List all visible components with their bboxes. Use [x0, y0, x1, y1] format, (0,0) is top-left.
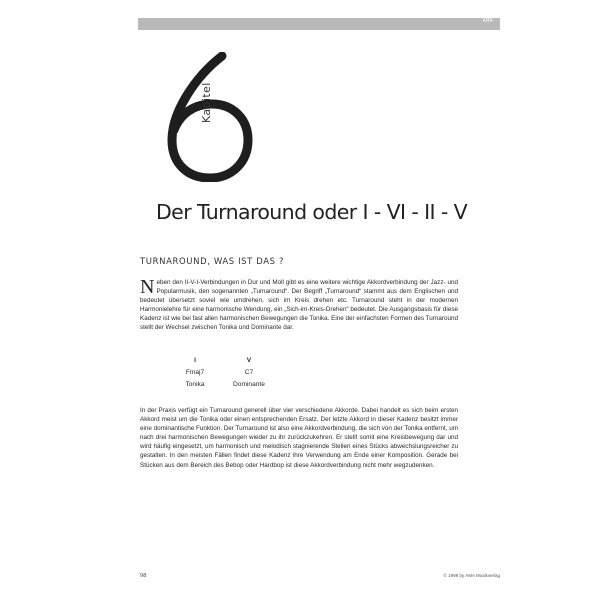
copyright-notice: © 1999 by AMA Musikverlag [443, 573, 500, 578]
chapter-title: Der Turnaround oder I - VI - II - V [156, 200, 468, 224]
chord-table-row-degrees [168, 354, 288, 366]
degree-cell: I [194, 356, 196, 364]
degree-cell: V [246, 356, 252, 364]
chord-table-row-chords [168, 366, 288, 378]
function-cell: Tonika [185, 380, 205, 388]
chord-cell: C7 [244, 368, 254, 376]
chord-table-row-functions [168, 378, 288, 390]
page-number: 98 [140, 572, 147, 579]
section-heading: TURNAROUND, WAS IST DAS ? [140, 257, 285, 267]
chapter-label: Kapitel [200, 82, 213, 123]
paragraph-practice: In der Praxis verfügt ein Turnaround generell über vier verschiedene Akkorde. Dabei handelt es sich beim ersten Akkord meist um die Tonika oder einen entsprechenden Ersatz. Der letzte Akkord in dieser Kadenz besitzt immer eine dominantische Funktion. Der Turnaround ist also eine Akkordverbindung, die sich von der Tonika entfernt, um nach drei harmonischen Bewegungen wieder zu ihr zurückzukehren. Er stellt somit eine Kreisbewegung dar und wird häufig eingesetzt, um harmonisch und melodisch stagnierende Stellen eines Stücks abwechslungsreicher zu gestalten. In den meisten Fällen findet diese Kadenz ihre Verwendung am Ende einer Komposition. Gerade bei Stücken aus dem Bereich des Bebop oder Hardbop ist diese Akkordverbindung nicht mehr wegzudenken. [140, 407, 458, 469]
paragraph-intro-text: eben den II-V-I-Verbindungen in Dur und Moll gibt es eine weitere wichtige Akkordverbindung der Jazz- und Popularmusik, den sogenannten „Turnaround“. Der Begriff „Turnaround“ stammt aus dem Englischen und bedeutet übersetzt soviel wie umdrehen, sich im Kreis drehen etc. Turnaround steht in der modernen Harmonielehre für eine harmonische Wendung, ein „Sich-im-Kreis-Drehen“ bedeutet. Die Ausgangsbasis für diese Kadenz ist wie bei fast allen harmonischen Bewegungen die Tonika. Eine der einfachsten Formen des Turnaround stellt der Wechsel zwischen Tonika und Dominante dar. [140, 279, 458, 332]
chord-cell: Fmaj7 [185, 368, 205, 376]
publisher-logo: AMA [482, 18, 494, 24]
drop-cap: N [140, 276, 155, 298]
header-bar [138, 18, 500, 30]
paragraph-intro [140, 278, 458, 333]
function-cell: Dominante [233, 380, 265, 388]
chord-table [168, 354, 288, 390]
